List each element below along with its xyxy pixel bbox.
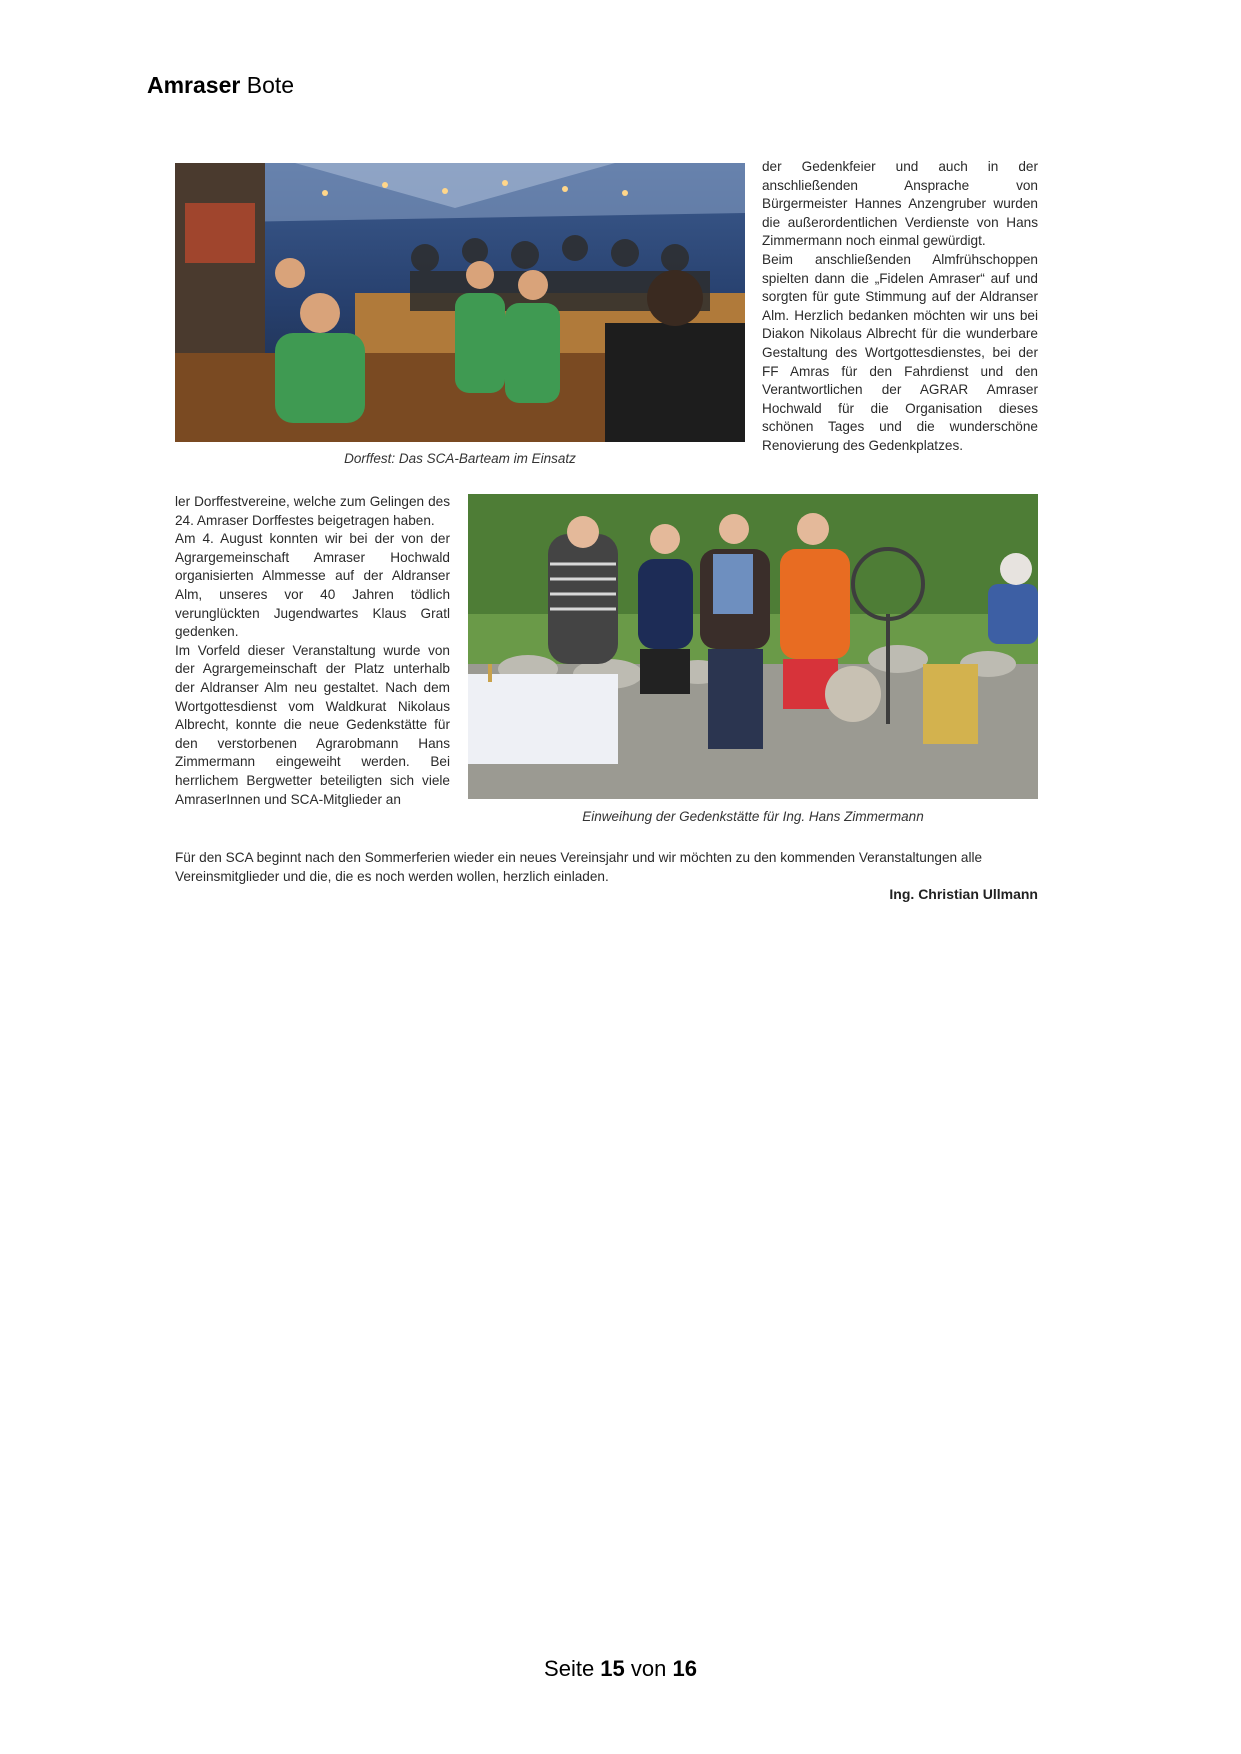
bar-team-photo bbox=[175, 163, 745, 442]
right-text-column bbox=[762, 158, 1038, 456]
author-signature: Ing. Christian Ullmann bbox=[889, 886, 1038, 902]
footer-page-number: 15 bbox=[600, 1656, 625, 1681]
memorial-photo bbox=[468, 494, 1038, 799]
memorial-caption: Einweihung der Gedenkstätte für Ing. Hans Zimmermann bbox=[582, 809, 924, 824]
page-header bbox=[147, 72, 294, 99]
footer-prefix: Seite bbox=[544, 1656, 601, 1681]
right-paragraph-1: der Gedenkfeier und auch in der anschließenden Ansprache von Bürgermeister Hannes Anzengruber wurden die außerordentlichen Verdienste von Hans Zimmermann noch einmal gewürdigt. bbox=[762, 159, 1038, 249]
bar-team-caption: Dorffest: Das SCA-Barteam im Einsatz bbox=[344, 451, 576, 466]
left-paragraph-3: Im Vorfeld dieser Veranstaltung wurde von der Agrargemeinschaft der Platz unterhalb der Aldranser Alm neu gestaltet. Nach dem Wortgottesdienst vom Waldkurat Nikolaus Albrecht, konnte die neue Gedenkstätte für den verstorbenen Agrarobmann Hans Zimmermann eingeweiht werden. Bei herrlichem Bergwetter beteiligten sich viele AmraserInnen und SCA-Mitglieder an bbox=[175, 642, 450, 807]
page-footer bbox=[0, 1656, 1241, 1682]
header-title-bold: Amraser bbox=[147, 72, 241, 98]
left-paragraph-2: Am 4. August konnten wir bei der von der Agrargemeinschaft Amraser Hochwald organisierten Almmesse auf der Aldranser Alm, unseres vor 40 Jahren tödlich verunglückten Jugendwartes Klaus Gratl gedenken. bbox=[175, 531, 450, 640]
right-paragraph-2: Beim anschließenden Almfrühschoppen spielten dann die „Fidelen Amraser“ auf und sorgten für gute Stimmung auf der Aldranser Alm. Herzlich bedanken möchten wir uns bei Diakon Nikolaus Albrecht für die wunderbare Gestaltung des Wortgottesdienstes, bei der FF Amras für den Fahrdienst und den Verantwortlichen der AGRAR Amraser Hochwald für die Organisation dieses schönen Tages und die wunderschöne Renovierung des Gedenkplatzes. bbox=[762, 251, 1038, 453]
left-text-column bbox=[175, 493, 450, 809]
left-paragraph-1: ler Dorffestvereine, welche zum Gelingen des 24. Amraser Dorffestes beigetragen haben. bbox=[175, 494, 450, 528]
header-title-rest: Bote bbox=[240, 72, 295, 98]
footer-total-pages: 16 bbox=[672, 1656, 697, 1681]
closing-paragraph: Für den SCA beginnt nach den Sommerferien wieder ein neues Vereinsjahr und wir möchten zu den kommenden Veranstaltungen alle Vereinsmitglieder und die, die es noch werden wollen, herzlich einladen. bbox=[175, 850, 983, 884]
footer-middle: von bbox=[624, 1656, 673, 1681]
